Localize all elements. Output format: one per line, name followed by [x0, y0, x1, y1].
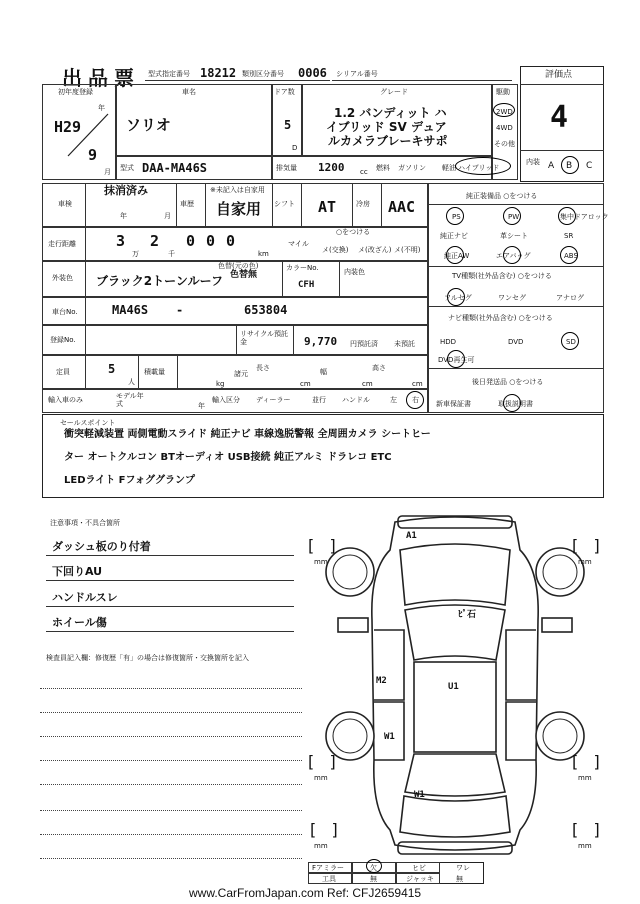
interior-c: C [586, 161, 593, 171]
notes-label: 注意事項・不具合箇所 [50, 519, 120, 527]
odo-digit-3: 0 [186, 232, 196, 250]
inspector-label: 検査員記入欄：修復歴「有」の場合は修復箇所・交換箇所を記入 [46, 654, 249, 662]
sales-point-line-2: ター オートクルコン BTオーディオ USB接続 純正アルミ ドラレコ ETC [64, 452, 392, 463]
equipment-title: 純正装備品 ○をつける [466, 192, 538, 200]
grade-value-2: イブリッド SV デュア [326, 120, 447, 134]
odo-digit-4: 0 [206, 232, 216, 250]
mark-u1: U1 [448, 682, 459, 692]
drive-other: その他 [494, 140, 515, 148]
color-code-value: CFH [298, 280, 315, 290]
sales-point-line-3: LEDライト Fフォググランプ [64, 475, 196, 486]
car-name-value: ソリオ [126, 116, 171, 134]
usage-value: 自家用 [216, 200, 262, 218]
shift-value: AT [318, 198, 337, 216]
model-label: 型式 [120, 164, 134, 172]
interior-grade-label: 内装 [526, 158, 540, 166]
fuel-hybrid: ハイブリッド [458, 164, 500, 172]
note-item-4: ホイール傷 [52, 616, 107, 629]
car-name-label: 車名 [182, 88, 196, 96]
note-item-3: ハンドルスレ [52, 591, 118, 604]
recycle-value: 9,770 [304, 335, 338, 348]
handle-right-circle [406, 391, 424, 409]
mark-w1-front: W1 [384, 732, 395, 742]
sales-point-line-1: 衝突軽減装置 両側電動スライド 純正ナビ 車線逸脱警報 全周囲カメラ シートヒー [64, 429, 431, 440]
ac-value: AAC [388, 198, 416, 216]
drive-2wd: 2WD [496, 108, 513, 116]
exterior-color-value: ブラック2トーンルーフ [96, 274, 223, 288]
grade-value-1: 1.2 バンディット ハ [334, 106, 447, 120]
first-reg-year: H29 [54, 118, 82, 136]
inspection-value: 抹消済み [104, 184, 148, 197]
first-reg-month: 9 [88, 146, 98, 164]
grade-label: グレード [380, 88, 408, 96]
first-reg-label: 初年度登録 [58, 88, 93, 96]
grade-value-3: ルカメラブレーキサポ [328, 134, 448, 148]
model-value: DAA-MA46S [142, 161, 208, 175]
chassis-model: MA46S [112, 303, 149, 317]
odo-digit-1: 3 [116, 232, 126, 250]
color-change-value: 色替無 [230, 270, 258, 280]
capacity-value: 5 [108, 362, 116, 376]
category-value: 0006 [298, 66, 327, 80]
type-cert-value: 18212 [200, 66, 237, 80]
watermark-text: www.CarFromJapan.com Ref: CFJ2659415 [186, 886, 424, 900]
serial-label: シリアル番号 [336, 70, 378, 78]
interior-a: A [548, 161, 555, 171]
mark-w1-rear: W1 [414, 790, 425, 800]
form-title: 出品票 [62, 66, 140, 90]
chassis-number: 653804 [244, 303, 288, 317]
odo-digit-2: 2 [150, 232, 160, 250]
score-label: 評価点 [545, 70, 573, 80]
doors-label: ドア数 [274, 88, 295, 96]
category-label: 類別区分番号 [242, 70, 284, 78]
interior-b: B [566, 161, 573, 171]
type-cert-label: 型式指定番号 [148, 70, 190, 78]
note-item-2: 下回りAU [52, 565, 103, 578]
drive-label: 駆動 [496, 88, 510, 96]
drive-4wd: 4WD [496, 124, 513, 132]
doors-value: 5 [284, 118, 292, 132]
interior-b-circle [561, 156, 579, 174]
drive-2wd-circle [493, 103, 515, 117]
fuel-hybrid-circle [455, 157, 511, 175]
mark-m2: M2 [376, 676, 387, 686]
mark-pi: ﾋﾟ石 [458, 610, 477, 620]
displacement-value: 1200 [318, 161, 345, 174]
handle-right: 右 [412, 396, 419, 404]
note-item-1: ダッシュ板のり付着 [52, 540, 151, 553]
odo-digit-5: 0 [226, 232, 236, 250]
score-value: 4 [550, 100, 569, 135]
mark-a1: A1 [406, 531, 417, 541]
